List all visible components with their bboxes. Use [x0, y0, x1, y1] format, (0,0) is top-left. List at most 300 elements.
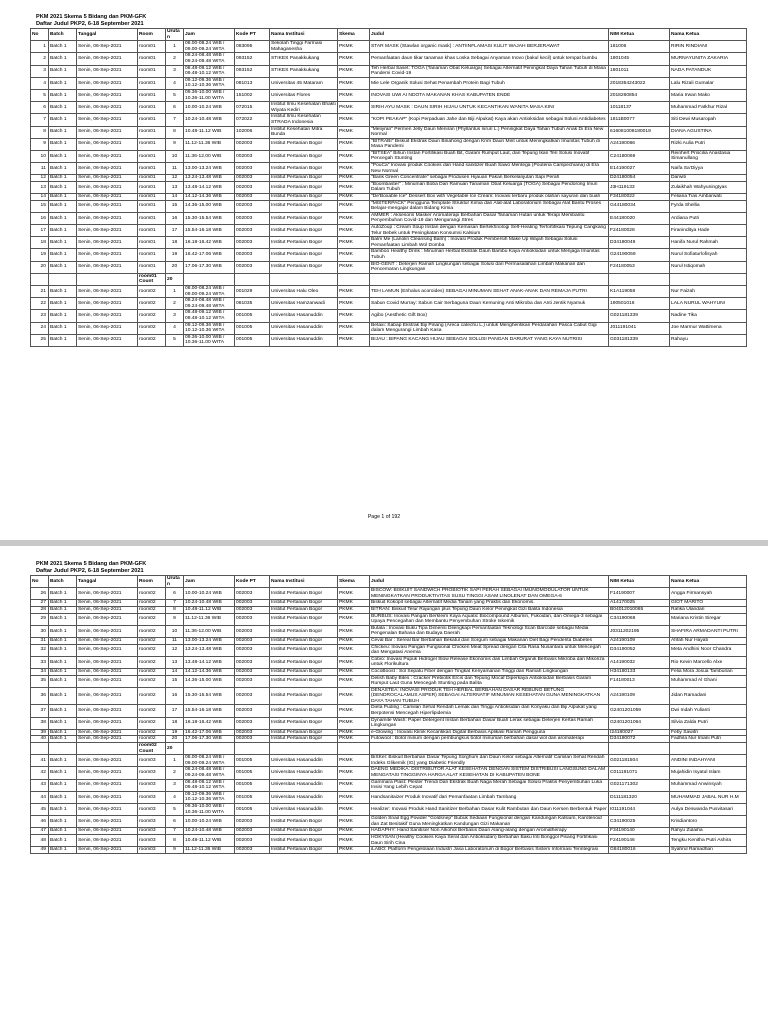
- date-cell: Senin, 06-Sep-2021: [77, 736, 138, 743]
- row-number: 3: [31, 65, 49, 77]
- room-cell: room01: [138, 237, 166, 249]
- empty-cell: [49, 273, 77, 285]
- table-row: [31, 729, 747, 736]
- date-cell: Senin, 06-Sep-2021: [77, 625, 138, 637]
- time-cell: 10.00-10.24 WIB: [184, 816, 235, 828]
- title-cell: Balm Me (Lanolin Cleansing Balm) : Inovasi Produk Pembersih Make Up Wajah Sebagai Solusi Pemanfaatan Limbah Wol Domba: [370, 237, 609, 249]
- table-body: [31, 588, 747, 854]
- leader-name-cell: Ardiana Putri: [670, 212, 747, 224]
- page-number: Page 1 of 192: [367, 514, 401, 520]
- order-cell: 5: [166, 89, 184, 101]
- leader-name-cell: DIANA AGUSTINA: [670, 126, 747, 138]
- time-cell: 16.18-16.42 WIB: [184, 717, 235, 729]
- col-header: Urutan: [166, 29, 184, 41]
- table-row: [31, 668, 747, 675]
- date-cell: Senin, 06-Sep-2021: [77, 322, 138, 334]
- institution-code-cell: 002003: [235, 212, 270, 224]
- leader-name-cell: Tengku Kenitha Putri Ashira: [670, 834, 747, 846]
- institution-code-cell: 002003: [235, 736, 270, 743]
- room-cell: room02: [138, 334, 166, 346]
- institution-code-cell: 072022: [235, 114, 270, 126]
- batch-cell: Batch 1: [49, 779, 77, 791]
- student-id-cell: D111181320: [609, 791, 670, 803]
- table-row: [31, 803, 747, 815]
- batch-cell: Batch 1: [49, 600, 77, 607]
- col-header: Room: [138, 576, 166, 588]
- order-cell: 2: [166, 767, 184, 779]
- title-cell: Pemanfaatan daun tikar tanaman khas Loska Sebagai Anyaman Inovo (bakul kecil) untuk tempat bumbu: [370, 53, 609, 65]
- room-cell: room02: [138, 600, 166, 607]
- col-header: Nama Ketua: [670, 29, 747, 41]
- leader-name-cell: MURNAYUNITA ZAKARIA: [670, 53, 747, 65]
- room-cell: room02: [138, 285, 166, 297]
- leader-name-cell: Nurul Istiqomah: [670, 261, 747, 273]
- institution-name-cell: Universitas Hasanuddin: [270, 310, 338, 322]
- room-cell: room02: [138, 613, 166, 625]
- room-cell: room01: [138, 261, 166, 273]
- room-cell: room03: [138, 767, 166, 779]
- student-id-cell: G021171302: [609, 779, 670, 791]
- table-row: [31, 816, 747, 828]
- batch-cell: Batch 1: [49, 847, 77, 854]
- student-id-cell: 1811B0077: [609, 114, 670, 126]
- schedule-table: [30, 28, 747, 347]
- institution-code-cell: 151002: [235, 89, 270, 101]
- scheme-cell: PKMK: [338, 114, 370, 126]
- time-cell: 14.36-15.00 WIB: [184, 200, 235, 212]
- student-id-cell: C34190068: [609, 613, 670, 625]
- institution-code-cell: 002003: [235, 237, 270, 249]
- institution-code-cell: 001029: [235, 285, 270, 297]
- room-cell: room02: [138, 729, 166, 736]
- table-row: [31, 606, 747, 613]
- date-cell: Senin, 06-Sep-2021: [77, 53, 138, 65]
- batch-cell: Batch 1: [49, 249, 77, 261]
- date-cell: Senin, 06-Sep-2021: [77, 89, 138, 101]
- title-cell: AutoZoup : Cream Soup Instan dengan Kemasan Bertekhnologi Self-Heating Terfortifikasi Tepung Cangkang Telur Bebek untuk Peningkatan Konsumsi Kalsium: [370, 225, 609, 237]
- room-cell: room01: [138, 77, 166, 89]
- leader-name-cell: Naifa Sa'Diyya: [670, 163, 747, 175]
- scheme-cell: PKMK: [338, 53, 370, 65]
- leader-name-cell: Maria Irwan Mako: [670, 89, 747, 101]
- time-cell: 11.12-11.36 WIB: [184, 847, 235, 854]
- batch-cell: Batch 1: [49, 606, 77, 613]
- student-id-cell: K1A119058: [609, 285, 670, 297]
- title-cell: "KOPI PEAKAP" (Kopi Perpaduan Jahe dan Biji Alpukat) Kaya akan Antioksidan sebagai Solusi Antidiabetes: [370, 114, 609, 126]
- institution-name-cell: Institut Kesehatan Mitra Bunda: [270, 126, 338, 138]
- row-number: 24: [31, 322, 49, 334]
- order-cell: 4: [166, 791, 184, 803]
- scheme-cell: PKMK: [338, 717, 370, 729]
- table-row: [31, 77, 747, 89]
- student-id-cell: C011191071: [609, 767, 670, 779]
- row-number: 44: [31, 791, 49, 803]
- table-row: [31, 65, 747, 77]
- scheme-cell: PKMK: [338, 225, 370, 237]
- leader-name-cell: Dwi Indah Yulianti: [670, 705, 747, 717]
- student-id-cell: G031181339: [609, 334, 670, 346]
- date-cell: Senin, 06-Sep-2021: [77, 816, 138, 828]
- scheme-cell: PKMK: [338, 89, 370, 101]
- room-cell: room01: [138, 126, 166, 138]
- institution-name-cell: Institut Pertanian Bogor: [270, 600, 338, 607]
- time-cell: 10.48-11.12 WIB: [184, 834, 235, 846]
- table-row: [31, 102, 747, 114]
- order-cell: 15: [166, 675, 184, 687]
- scheme-cell: PKMK: [338, 588, 370, 600]
- title-cell: Agibo (Aesthetic Gift Box): [370, 310, 609, 322]
- date-cell: Senin, 06-Sep-2021: [77, 600, 138, 607]
- student-id-cell: G2401201059: [609, 705, 670, 717]
- order-cell: 13: [166, 656, 184, 668]
- date-cell: Senin, 06-Sep-2021: [77, 249, 138, 261]
- scheme-cell: PKMK: [338, 705, 370, 717]
- scheme-cell: PKMK: [338, 41, 370, 53]
- scheme-cell: PKMK: [338, 138, 370, 150]
- leader-name-cell: Lalu Rizali Gumalar: [670, 77, 747, 89]
- institution-name-cell: Universitas Hasanuddin: [270, 779, 338, 791]
- scheme-cell: PKMK: [338, 310, 370, 322]
- scheme-cell: PKMK: [338, 779, 370, 791]
- table-row: [31, 138, 747, 150]
- batch-cell: Batch 1: [49, 687, 77, 705]
- leader-name-cell: Rafika Ulandari: [670, 606, 747, 613]
- table-row: [31, 687, 747, 705]
- institution-code-cell: 002003: [235, 150, 270, 162]
- date-cell: Senin, 06-Sep-2021: [77, 175, 138, 182]
- schedule-table: [30, 575, 747, 854]
- title-cell: Delish Baby Bites : Cracker Prebiotik Ercis dan Tepung Mocaf Diperkaya Antioksidan Berbasis Garam Rumput Laut Guna Mencegah Stunting pada Balita: [370, 675, 609, 687]
- institution-name-cell: Institut Pertanian Bogor: [270, 637, 338, 644]
- room-cell: room02: [138, 310, 166, 322]
- table-row: [31, 194, 747, 201]
- date-cell: Senin, 06-Sep-2021: [77, 181, 138, 193]
- order-cell: 2: [166, 298, 184, 310]
- room-cell: room02: [138, 298, 166, 310]
- sheet-page-2: [30, 561, 746, 854]
- institution-name-cell: Institut Pertanian Bogor: [270, 606, 338, 613]
- time-cell: 08.00-08.24 WIB / 09.00-09.24 WITA: [184, 285, 235, 297]
- institution-code-cell: 002003: [235, 588, 270, 600]
- date-cell: Senin, 06-Sep-2021: [77, 126, 138, 138]
- batch-cell: Batch 1: [49, 261, 77, 273]
- student-id-cell: I24180027: [609, 729, 670, 736]
- institution-name-cell: Institut Pertanian Bogor: [270, 656, 338, 668]
- leader-name-cell: Firaninditya Hade: [670, 225, 747, 237]
- scheme-cell: PKMK: [338, 834, 370, 846]
- institution-name-cell: Universitas Hasanuddin: [270, 767, 338, 779]
- scheme-cell: PKMK: [338, 847, 370, 854]
- student-id-cell: G24190059: [609, 249, 670, 261]
- student-id-cell: 2018354243022: [609, 77, 670, 89]
- leader-name-cell: Nurul Sofiaturlofisyah: [670, 249, 747, 261]
- order-cell: 3: [166, 65, 184, 77]
- room-cell: room02: [138, 668, 166, 675]
- institution-name-cell: Institut Pertanian Bogor: [270, 625, 338, 637]
- title-cell: "Boombaster" : Minuman Boba Dari Ramuan Tanaman Obat Keluarga (TOGA) Sebagai Pendorong Imun Dalam Tubuh: [370, 181, 609, 193]
- empty-cell: [338, 273, 370, 285]
- date-cell: Senin, 06-Sep-2021: [77, 138, 138, 150]
- institution-code-cell: 001005: [235, 791, 270, 803]
- time-cell: 08.24-08.48 WIB / 09.24-09.48 WITA: [184, 53, 235, 65]
- order-cell: 8: [166, 834, 184, 846]
- student-id-cell: A24190109: [609, 687, 670, 705]
- batch-cell: Batch 1: [49, 138, 77, 150]
- scheme-cell: PKMK: [338, 150, 370, 162]
- institution-code-cell: 002003: [235, 613, 270, 625]
- institution-name-cell: Institut Pertanian Bogor: [270, 729, 338, 736]
- table-row: [31, 767, 747, 779]
- date-cell: Senin, 06-Sep-2021: [77, 588, 138, 600]
- room-cell: room01: [138, 163, 166, 175]
- date-cell: Senin, 06-Sep-2021: [77, 803, 138, 815]
- col-header: No: [31, 29, 49, 41]
- table-row: [31, 53, 747, 65]
- title-cell: AMMER : Aksesoris Masker Aromaterapi Berbahan Dasar Tanaman Hutan untuk Terapi Membantu Penyembuhan Covid-19 dan Mengurangi Stres: [370, 212, 609, 224]
- institution-code-cell: 002003: [235, 675, 270, 687]
- institution-code-cell: 001005: [235, 755, 270, 767]
- page-divider: [0, 540, 768, 546]
- batch-cell: Batch 1: [49, 150, 77, 162]
- date-cell: Senin, 06-Sep-2021: [77, 847, 138, 854]
- student-id-cell: J011191041: [609, 322, 670, 334]
- leader-name-cell: Mariana Kristin Siregar: [670, 613, 747, 625]
- student-id-cell: H34180133: [609, 668, 670, 675]
- order-cell: 11: [166, 637, 184, 644]
- table-row: [31, 637, 747, 644]
- student-id-cell: 190501016: [609, 298, 670, 310]
- document-title: PKM 2021 Skema 5 Bidang dan PKM-GFK: [36, 561, 147, 567]
- order-cell: 6: [166, 102, 184, 114]
- order-cell: 7: [166, 828, 184, 835]
- leader-name-cell: GIOT MARITO: [670, 600, 747, 607]
- table-row: [31, 834, 747, 846]
- table-row: [31, 41, 747, 53]
- table-row: [31, 261, 747, 273]
- date-cell: Senin, 06-Sep-2021: [77, 334, 138, 346]
- time-cell: 15.30-15.54 WIB: [184, 212, 235, 224]
- institution-code-cell: 093152: [235, 65, 270, 77]
- date-cell: Senin, 06-Sep-2021: [77, 194, 138, 201]
- institution-name-cell: Institut Pertanian Bogor: [270, 175, 338, 182]
- order-cell: 16: [166, 687, 184, 705]
- title-cell: Bamboo Healthy Drink : Minuman Herbal Ekstrak Daun Bambu Kaya Antioksidan untuk Menjaga Imunitas Tubuh: [370, 249, 609, 261]
- time-cell: 08.24-08.48 WIB / 09.24-09.48 WITA: [184, 298, 235, 310]
- institution-name-cell: Institut Pertanian Bogor: [270, 613, 338, 625]
- scheme-cell: PKMK: [338, 668, 370, 675]
- leader-name-cell: Mujahidin Isyatul Islam: [670, 767, 747, 779]
- room-cell: room03: [138, 816, 166, 828]
- empty-cell: [31, 743, 49, 755]
- table-row: [31, 310, 747, 322]
- student-id-cell: C24180069: [609, 150, 670, 162]
- scheme-cell: PKMK: [338, 194, 370, 201]
- room-cell: room03: [138, 791, 166, 803]
- table-row: [31, 200, 747, 212]
- leader-name-cell: Rahayu: [670, 334, 747, 346]
- institution-name-cell: Institut Pertanian Bogor: [270, 138, 338, 150]
- time-cell: 08.48-09.12 WIB / 09.48-10.12 WITA: [184, 779, 235, 791]
- institution-code-cell: 002003: [235, 249, 270, 261]
- order-cell: 10: [166, 150, 184, 162]
- order-cell: 17: [166, 225, 184, 237]
- room-cell: room01: [138, 200, 166, 212]
- row-number: 28: [31, 606, 49, 613]
- date-cell: Senin, 06-Sep-2021: [77, 613, 138, 625]
- batch-cell: Batch 1: [49, 237, 77, 249]
- order-cell: 20: [166, 736, 184, 743]
- batch-cell: Batch 1: [49, 803, 77, 815]
- empty-cell: [670, 743, 747, 755]
- table-header-row: [31, 576, 747, 588]
- row-number: 2: [31, 53, 49, 65]
- table-row: [31, 212, 747, 224]
- order-cell: 12: [166, 175, 184, 182]
- time-cell: 17.06-17.30 WIB: [184, 261, 235, 273]
- col-header: Tanggal: [77, 576, 138, 588]
- title-cell: STAR MASK (Stawlan organic mask) : ANTIINFLAMASI KULIT WAJAH BERJERAWAT: [370, 41, 609, 53]
- scheme-cell: PKMK: [338, 606, 370, 613]
- scheme-cell: PKMK: [338, 181, 370, 193]
- institution-name-cell: Universitas 45 Mataram: [270, 77, 338, 89]
- leader-name-cell: Rahyu Zulaiha: [670, 828, 747, 835]
- institution-name-cell: Institut Pertanian Bogor: [270, 200, 338, 212]
- batch-cell: Batch 1: [49, 114, 77, 126]
- row-number: 7: [31, 114, 49, 126]
- time-cell: 14.12-14.36 WIB: [184, 194, 235, 201]
- leader-name-cell: Reinhert Priscilia Anastasia Simanullang: [670, 150, 747, 162]
- title-cell: HOKYSAN (Healthy Cookies Kaya Serat dan Antioksidan) Berbahan Baku Inti Bonggol Pisang Fortifikasi Daun Sirih Cina: [370, 834, 609, 846]
- row-number: 30: [31, 625, 49, 637]
- institution-name-cell: Institut Pertanian Bogor: [270, 705, 338, 717]
- batch-cell: Batch 1: [49, 668, 77, 675]
- leader-name-cell: Muhammad Anwinsyah: [670, 779, 747, 791]
- institution-name-cell: Institut Pertanian Bogor: [270, 181, 338, 193]
- time-cell: 17.06-17.30 WIB: [184, 736, 235, 743]
- order-cell: 10: [166, 625, 184, 637]
- batch-cell: Batch 1: [49, 828, 77, 835]
- document-subtitle: Daftar Judul PKP2, 6-18 September 2021: [36, 21, 144, 27]
- empty-cell: [270, 273, 338, 285]
- title-cell: Handsanitaizer Produk Inovatif dari Pemanfaatan Limbah Tambang: [370, 791, 609, 803]
- order-cell: 15: [166, 200, 184, 212]
- time-cell: 11.12-11.36 WIB: [184, 613, 235, 625]
- document-subtitle: Daftar Judul PKP2, 6-18 September 2021: [36, 568, 144, 574]
- institution-name-cell: Institut Ilmu Kesehatan Bhakti Wiyata Kediri: [271, 102, 336, 113]
- room-count-row: [31, 743, 747, 755]
- leader-name-cell: Hanifa Nurul Rahmah: [670, 237, 747, 249]
- batch-cell: Batch 1: [49, 322, 77, 334]
- batch-cell: Batch 1: [49, 89, 77, 101]
- room-cell: room01: [138, 175, 166, 182]
- room-cell: room01: [138, 114, 166, 126]
- institution-name-cell: Institut Pertanian Bogor: [270, 828, 338, 835]
- batch-cell: Batch 1: [49, 225, 77, 237]
- col-header: NIM Ketua: [609, 576, 670, 588]
- scheme-cell: PKMK: [338, 249, 370, 261]
- room-cell: room01: [138, 65, 166, 77]
- institution-name-cell: STIKES Panakkukang: [270, 65, 338, 77]
- batch-cell: Batch 1: [49, 656, 77, 668]
- title-cell: Dynamite Wash: Paper Detergent Instan Berbahan Dasar Buah Lerak sebagai Deterjen Kertas Ramah Lingkungan: [370, 717, 609, 729]
- institution-name-cell: Institut Pertanian Bogor: [270, 261, 338, 273]
- col-header: Judul: [370, 29, 609, 41]
- leader-name-cell: SHAFIRA ARMADANTI PUTRI: [670, 625, 747, 637]
- institution-code-cell: 001005: [235, 767, 270, 779]
- time-cell: 11.36-12.00 WIB: [184, 625, 235, 637]
- order-cell: 5: [166, 803, 184, 815]
- student-id-cell: E44180020: [609, 212, 670, 224]
- room-cell: room03: [138, 803, 166, 815]
- leader-name-cell: RIRIN RINDIANI: [670, 41, 747, 53]
- col-header: Skema: [338, 29, 370, 41]
- title-cell: Futowool : Botol minum dengan pembungkus botol minuman berbahan dasar wol dan aromaterapi: [370, 736, 609, 743]
- order-cell: 19: [166, 249, 184, 261]
- time-cell: 15.54-16.18 WIB: [184, 705, 235, 717]
- order-cell: 16: [166, 212, 184, 224]
- institution-name-cell: Institut Pertanian Bogor: [270, 847, 338, 854]
- col-header: Jam: [184, 29, 235, 41]
- order-cell: 5: [166, 334, 184, 346]
- leader-name-cell: Syahrul Ramadhan: [670, 847, 747, 854]
- room-cell: room01: [138, 89, 166, 101]
- title-cell: DAENG MEDIKA: DISTRIBUTOR ALAT KESEHATAN DENGAN SISTEM DISTRIBUSI LANGSUNG DALAM MENGATASI TINGGINYA HARGA ALAT KESEHATAN DI KABUPATEN BONE: [370, 767, 609, 779]
- room-cell: room02: [138, 656, 166, 668]
- row-number: 49: [31, 847, 49, 854]
- scheme-cell: PKMK: [338, 237, 370, 249]
- title-cell: Golden Snail Egg Powder "Goldsnep" Bubuk Sediaan Fungsional dengan Kandungan Kalsium, Karotenoid dan Zat Besitakif Guna Meningkatkan Kandungan Gizi Makanan: [370, 816, 609, 828]
- scheme-cell: PKMK: [338, 637, 370, 644]
- table-row: [31, 163, 747, 175]
- leader-name-cell: Angga Firmansyah: [670, 588, 747, 600]
- institution-code-cell: 093152: [235, 53, 270, 65]
- time-cell: 09.36-10.00 WIB / 10.36-11.00 WITA: [184, 334, 235, 346]
- leader-name-cell: ANDINI INDAHYANI: [670, 755, 747, 767]
- time-cell: 10.00-10.24 WIB: [184, 102, 235, 114]
- room-cell: room01: [138, 41, 166, 53]
- student-id-cell: I011191044: [609, 803, 670, 815]
- order-cell: 7: [166, 114, 184, 126]
- date-cell: Senin, 06-Sep-2021: [77, 77, 138, 89]
- batch-cell: Batch 1: [49, 163, 77, 175]
- institution-name-cell: Institut Pertanian Bogor: [270, 212, 338, 224]
- date-cell: Senin, 06-Sep-2021: [77, 717, 138, 729]
- institution-code-cell: 002003: [235, 834, 270, 846]
- leader-name-cell: Meta Andhini Noor Chandra: [670, 644, 747, 656]
- room-cell: room02: [138, 705, 166, 717]
- order-cell: 9: [166, 613, 184, 625]
- order-cell: 9: [166, 138, 184, 150]
- room-cell: room01: [138, 150, 166, 162]
- row-number: 10: [31, 150, 49, 162]
- scheme-cell: PKMK: [338, 600, 370, 607]
- table-row: [31, 89, 747, 101]
- room-cell: room01: [138, 212, 166, 224]
- leader-name-cell: Muhammad Al Ghani: [670, 675, 747, 687]
- title-cell: Dieta Puding : Camilan Sehat Rendah Lemak dan Tinggi Antioksidan dari Konyaku dan Biji Alpukat yang Berpotensi Mencegah Hiperlipidemia: [370, 705, 609, 717]
- student-id-cell: 10118137: [609, 102, 670, 114]
- time-cell: 10.24-10.48 WIB: [184, 600, 235, 607]
- col-header: Skema: [338, 576, 370, 588]
- student-id-cell: F24180028: [609, 225, 670, 237]
- institution-code-cell: 002003: [235, 261, 270, 273]
- order-cell: 18: [166, 717, 184, 729]
- row-number: 48: [31, 834, 49, 846]
- row-number: 19: [31, 249, 49, 261]
- date-cell: Senin, 06-Sep-2021: [77, 65, 138, 77]
- time-cell: 09.12-09.36 WIB / 10.12-10.36 WITA: [184, 322, 235, 334]
- title-cell: BIJAU : BIPANG KACANG HIJAU SEBAGAI SOLUSI PANGAN DARURAT YANG KAYA NUTRISI: [370, 334, 609, 346]
